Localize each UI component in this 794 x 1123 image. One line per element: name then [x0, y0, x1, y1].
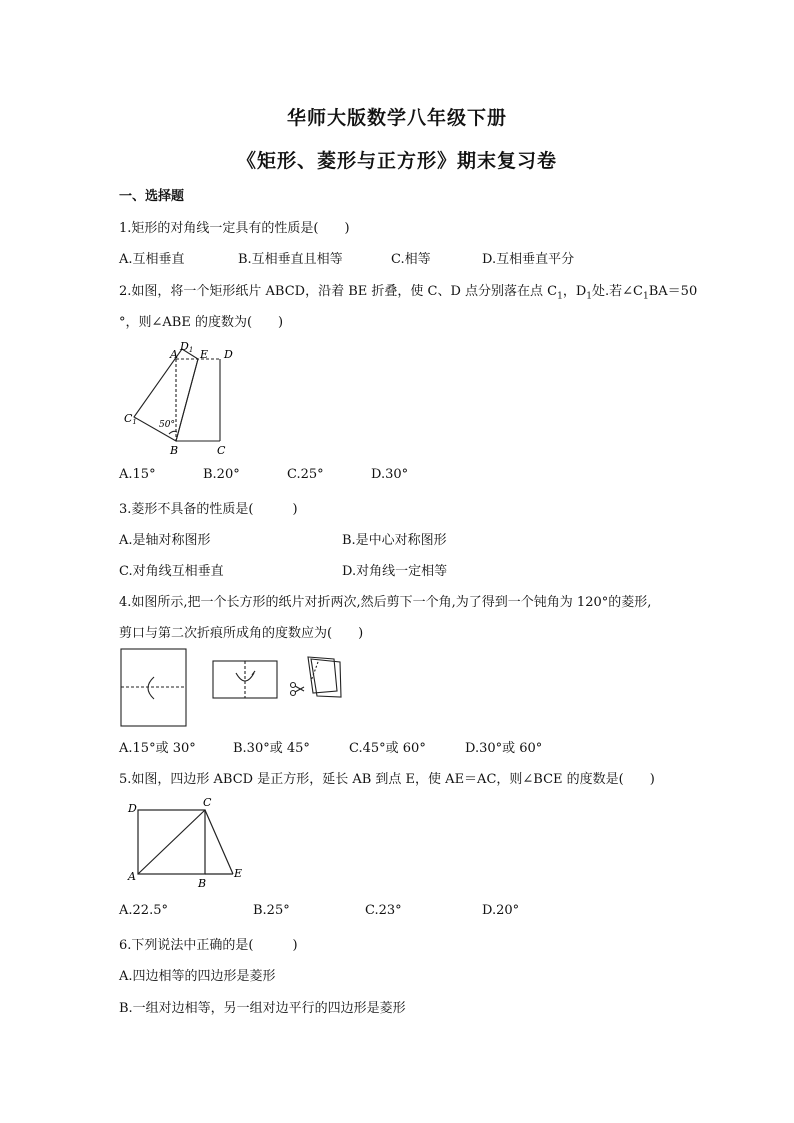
- q1-stem: 1.矩形的对角线一定具有的性质是( ): [119, 221, 350, 236]
- q5-label-c: C: [203, 796, 212, 809]
- q1-option-a: A.互相垂直: [119, 252, 185, 267]
- q2-label-e: E: [200, 348, 209, 361]
- q4-option-c: C.45°或 60°: [349, 741, 426, 756]
- q2-option-a: A.15°: [119, 467, 156, 482]
- q6-option-a: A.四边相等的四边形是菱形: [119, 969, 276, 984]
- q2-figure: [118, 338, 258, 460]
- q2-stem-line1: [119, 280, 697, 302]
- q2-stem-part3: 处.若∠C: [592, 284, 643, 299]
- q5-figure: [118, 794, 248, 890]
- q2-stem-line2: °，则∠ABE 的度数为( ): [119, 315, 284, 330]
- q2-sub-angle: 1: [643, 291, 649, 302]
- q2-label-b: B: [170, 444, 179, 457]
- doc-title-main: 华师大版数学八年级下册: [286, 107, 507, 129]
- q4-stem-line2: 剪口与第二次折痕所成角的度数应为( ): [119, 626, 364, 641]
- q2-option-b: B.20°: [203, 467, 240, 482]
- doc-title-sub: 《矩形、菱形与正方形》期末复习卷: [236, 150, 557, 172]
- q3-stem: 3.菱形不具备的性质是( ): [119, 502, 298, 517]
- q2-label-a: A: [170, 348, 178, 361]
- section-heading: 一、选择题: [119, 189, 185, 204]
- q5-label-a: A: [128, 870, 136, 883]
- q1-option-b: B.互相垂直且相等: [238, 252, 343, 267]
- q2-angle-label: 50°: [159, 420, 175, 430]
- q2-stem-part1: 2.如图，将一个矩形纸片 ABCD，沿着 BE 折叠，使 C、D 点分别落在点 C: [119, 284, 558, 299]
- q2-stem-part4: BA＝50: [648, 284, 698, 299]
- q2-option-d: D.30°: [371, 467, 409, 482]
- q2-label-d1: D1: [180, 340, 194, 354]
- q4-option-a: A.15°或 30°: [119, 741, 196, 756]
- q2-label-d: D: [224, 348, 233, 361]
- q3-option-c: C.对角线互相垂直: [119, 564, 224, 579]
- q5-option-d: D.20°: [482, 903, 520, 918]
- q5-label-b: B: [198, 877, 207, 890]
- q5-option-a: A.22.5°: [119, 903, 168, 918]
- q3-option-a: A.是轴对称图形: [119, 533, 211, 548]
- q5-option-b: B.25°: [253, 903, 290, 918]
- q6-option-b: B.一组对边相等，另一组对边平行的四边形是菱形: [119, 1001, 406, 1016]
- q2-label-c: C: [217, 444, 226, 457]
- q2-stem-part2: ，D: [562, 284, 587, 299]
- q5-label-d: D: [128, 802, 137, 815]
- q1-option-c: C.相等: [391, 252, 431, 267]
- q2-label-c1: C1: [124, 412, 137, 426]
- q4-option-d: D.30°或 60°: [465, 741, 543, 756]
- q4-option-b: B.30°或 45°: [233, 741, 310, 756]
- q1-option-d: D.互相垂直平分: [482, 252, 575, 267]
- q5-label-e: E: [234, 867, 243, 880]
- q2-option-c: C.25°: [287, 467, 324, 482]
- q5-stem: 5.如图，四边形 ABCD 是正方形，延长 AB 到点 E，使 AE＝AC，则∠BCE 的度数是( ): [119, 772, 655, 787]
- q6-stem: 6.下列说法中正确的是( ): [119, 938, 298, 953]
- q2-sub-c1: 1: [557, 291, 563, 302]
- q2-sub-d1: 1: [586, 291, 593, 302]
- q5-option-c: C.23°: [365, 903, 402, 918]
- q4-stem-line1: 4.如图所示,把一个长方形的纸片对折两次,然后剪下一个角,为了得到一个钝角为 120°的菱形,: [119, 595, 652, 610]
- q3-option-b: B.是中心对称图形: [342, 533, 447, 548]
- q3-option-d: D.对角线一定相等: [342, 564, 448, 579]
- q4-figure: [118, 647, 348, 729]
